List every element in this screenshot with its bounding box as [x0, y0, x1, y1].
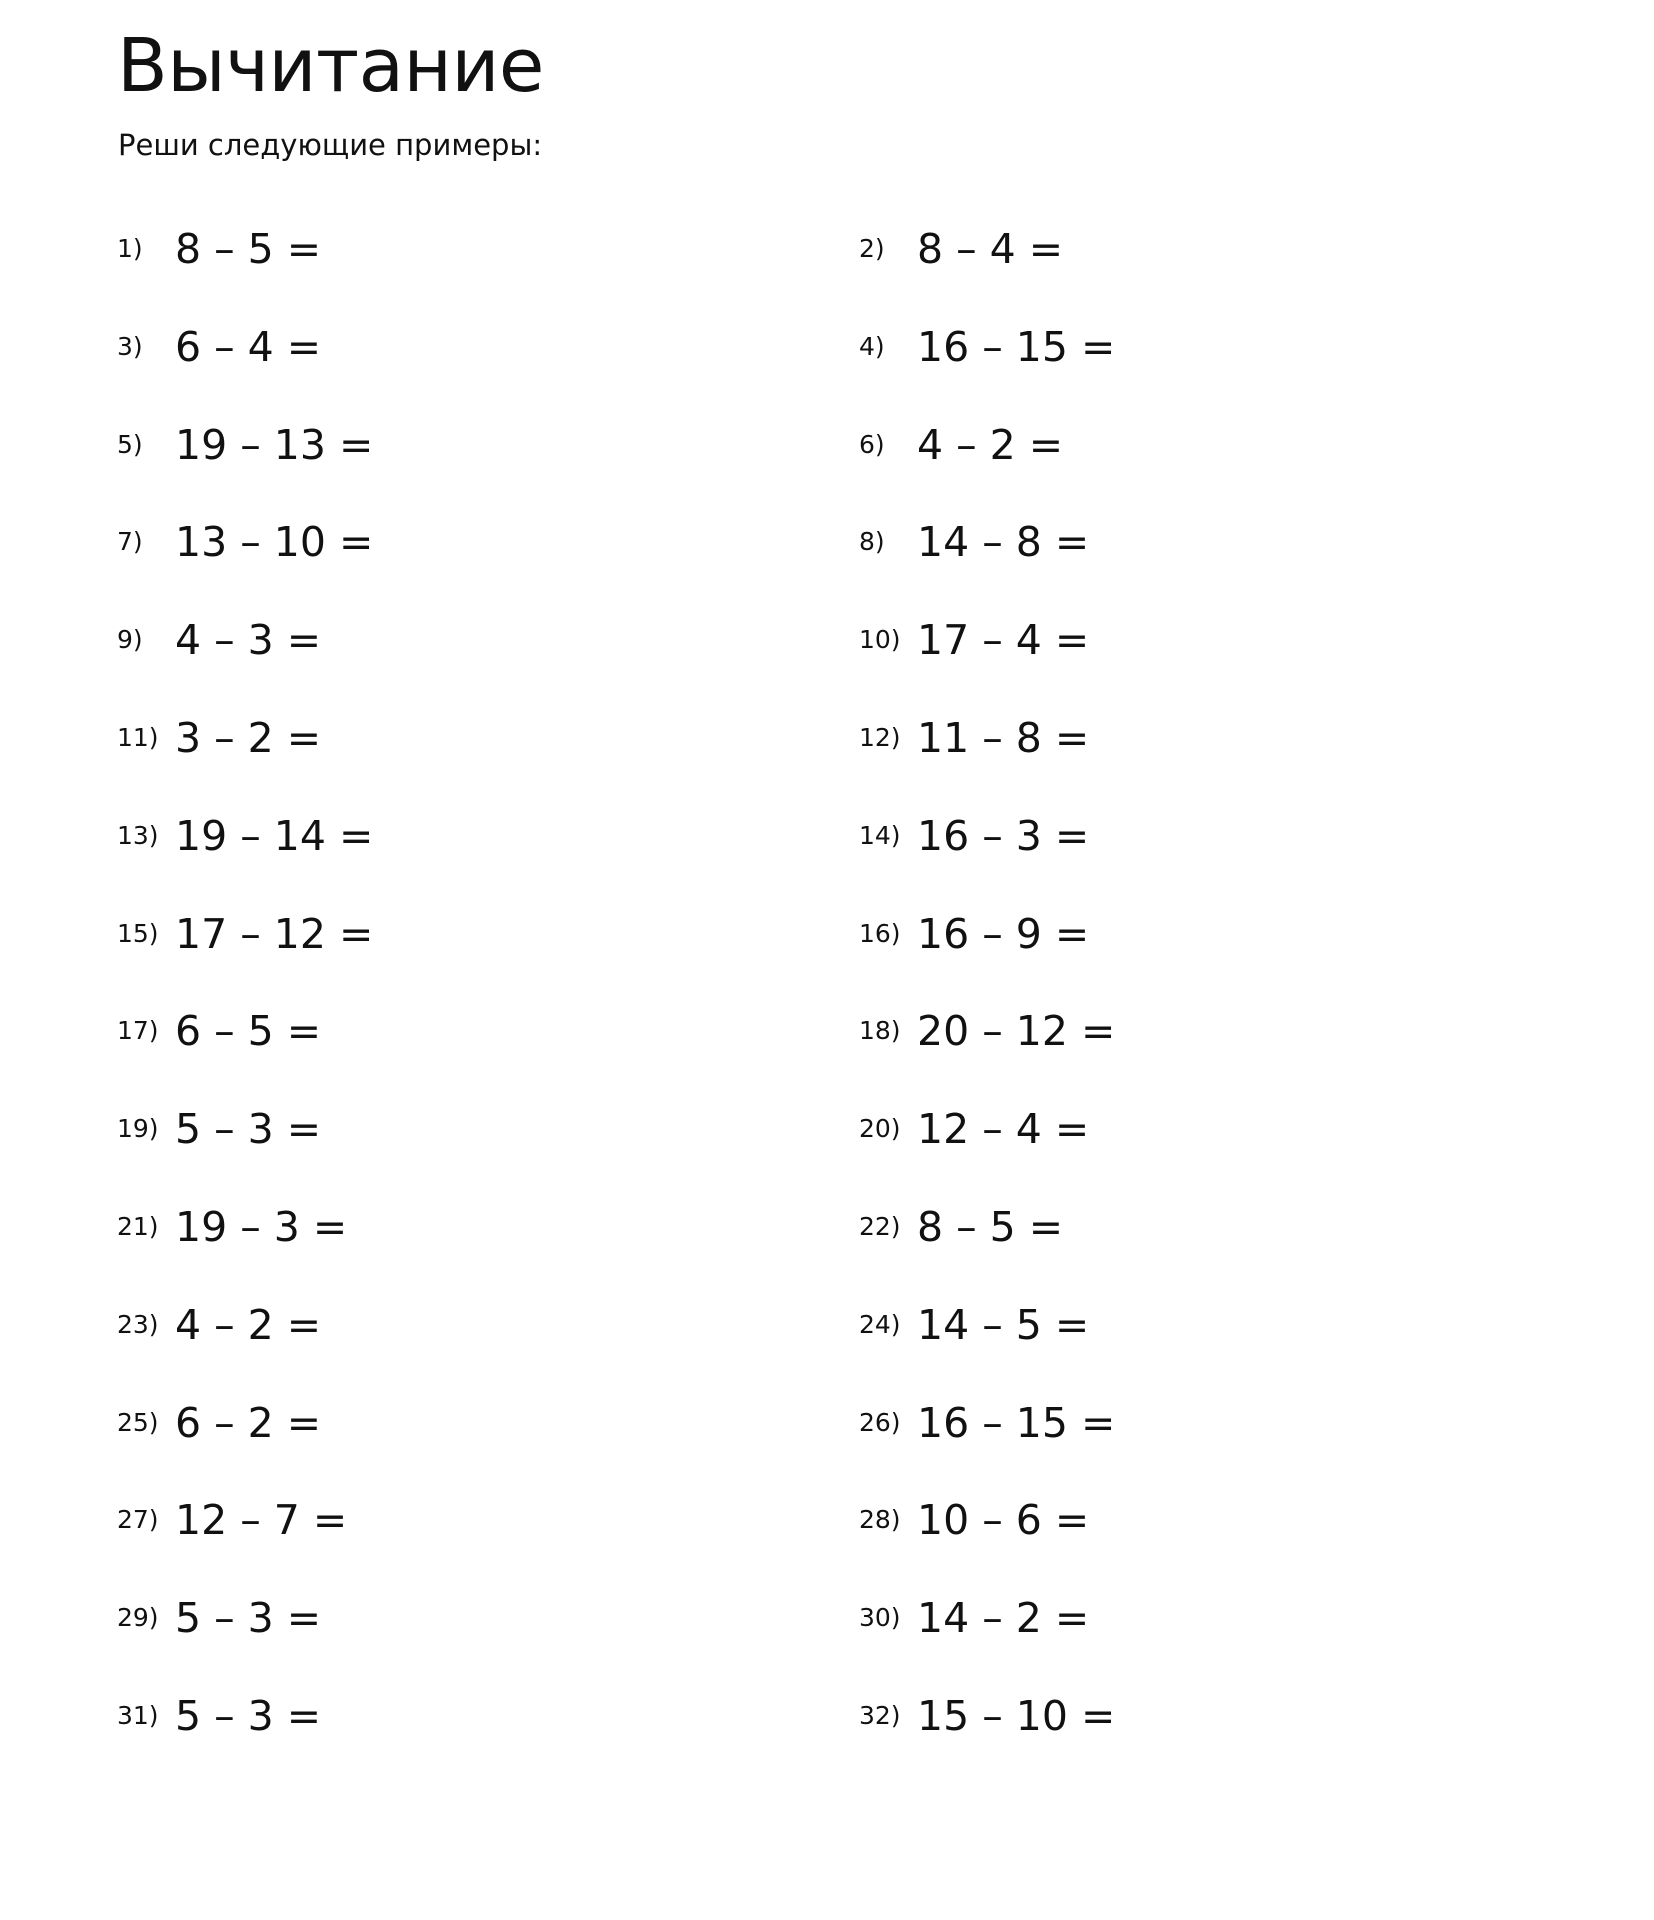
problem-item: [117, 1686, 321, 1746]
problem-expression: 8 – 5 =: [175, 225, 322, 273]
problem-expression: 5 – 3 =: [175, 1692, 322, 1740]
problem-item: [117, 1001, 321, 1061]
problem-number: 32): [859, 1701, 901, 1730]
problem-item: [859, 219, 1063, 279]
problem-expression: 6 – 5 =: [175, 1007, 322, 1056]
problem-expression: 4 – 2 =: [175, 1300, 322, 1349]
problem-expression: 14 – 5 =: [917, 1300, 1090, 1349]
problem-item: [859, 1588, 1089, 1648]
problem-number: 18): [859, 1016, 901, 1046]
problem-number: 31): [117, 1701, 159, 1730]
problem-item: [117, 904, 373, 964]
problem-number: 22): [859, 1212, 901, 1241]
problem-item: [859, 610, 1089, 670]
problem-item: [117, 219, 321, 279]
problem-item: [859, 1686, 1115, 1746]
problem-expression: 4 – 3 =: [175, 616, 322, 665]
problem-number: 5): [117, 429, 143, 459]
problem-expression: 5 – 3 =: [175, 1105, 322, 1154]
problem-item: [859, 317, 1115, 377]
problem-item: [859, 1295, 1089, 1355]
problem-expression: 4 – 2 =: [917, 420, 1064, 469]
problem-item: [859, 1099, 1089, 1159]
problem-item: [117, 708, 321, 768]
problem-item: [117, 317, 321, 377]
problem-number: 25): [117, 1407, 159, 1437]
problem-expression: 12 – 4 =: [917, 1105, 1090, 1154]
problem-expression: 17 – 12 =: [175, 909, 374, 958]
instructions-text: Реши следующие примеры:: [118, 128, 543, 162]
problem-number: 13): [117, 820, 159, 850]
problem-item: [859, 806, 1089, 866]
page-title: Вычитание: [117, 23, 544, 109]
problem-number: 3): [117, 331, 143, 361]
problem-number: 30): [859, 1603, 901, 1633]
problem-number: 12): [859, 723, 901, 752]
problem-number: 10): [859, 625, 901, 655]
problem-item: [117, 1099, 321, 1159]
problem-number: 1): [117, 234, 143, 263]
problem-number: 6): [859, 429, 885, 459]
problem-expression: 16 – 15 =: [917, 1398, 1116, 1447]
problem-number: 27): [117, 1505, 159, 1535]
problem-expression: 10 – 6 =: [917, 1496, 1090, 1545]
problem-expression: 19 – 3 =: [175, 1203, 348, 1251]
problem-item: [117, 1393, 321, 1453]
problem-expression: 13 – 10 =: [175, 518, 374, 567]
problem-number: 29): [117, 1603, 159, 1633]
problem-expression: 16 – 15 =: [917, 322, 1116, 371]
problem-number: 7): [117, 527, 143, 557]
problem-number: 15): [117, 918, 159, 948]
problem-expression: 12 – 7 =: [175, 1496, 348, 1545]
problem-number: 26): [859, 1407, 901, 1437]
problem-expression: 14 – 2 =: [917, 1594, 1090, 1643]
problem-expression: 8 – 5 =: [917, 1203, 1064, 1251]
problem-item: [859, 415, 1063, 475]
problem-expression: 20 – 12 =: [917, 1007, 1116, 1056]
problem-expression: 16 – 9 =: [917, 909, 1090, 958]
problem-expression: 19 – 13 =: [175, 420, 374, 469]
problem-number: 8): [859, 527, 885, 557]
problem-number: 19): [117, 1114, 159, 1144]
problem-number: 14): [859, 820, 901, 850]
problem-number: 4): [859, 331, 885, 361]
problem-expression: 5 – 3 =: [175, 1594, 322, 1643]
problem-number: 21): [117, 1212, 159, 1241]
problem-expression: 11 – 8 =: [917, 714, 1090, 762]
problem-item: [859, 1001, 1115, 1061]
problem-item: [117, 610, 321, 670]
problem-number: 24): [859, 1309, 901, 1339]
problem-number: 20): [859, 1114, 901, 1144]
problem-expression: 8 – 4 =: [917, 225, 1064, 273]
problem-expression: 17 – 4 =: [917, 616, 1090, 665]
problem-expression: 6 – 2 =: [175, 1398, 322, 1447]
problem-item: [859, 708, 1089, 768]
problem-expression: 15 – 10 =: [917, 1692, 1116, 1740]
problem-number: 17): [117, 1016, 159, 1046]
problem-item: [117, 1197, 347, 1257]
problem-item: [859, 512, 1089, 572]
problem-item: [859, 1490, 1089, 1550]
problem-number: 16): [859, 918, 901, 948]
problem-expression: 19 – 14 =: [175, 811, 374, 860]
problem-item: [117, 806, 373, 866]
problem-item: [859, 1393, 1115, 1453]
problem-expression: 14 – 8 =: [917, 518, 1090, 567]
problem-item: [859, 1197, 1063, 1257]
problem-expression: 3 – 2 =: [175, 714, 322, 762]
problem-number: 28): [859, 1505, 901, 1535]
problem-item: [117, 415, 373, 475]
problem-item: [117, 1295, 321, 1355]
problem-item: [117, 1588, 321, 1648]
problem-number: 11): [117, 723, 159, 752]
problem-number: 9): [117, 625, 143, 655]
problem-number: 23): [117, 1309, 159, 1339]
problem-expression: 16 – 3 =: [917, 811, 1090, 860]
problem-item: [117, 1490, 347, 1550]
problem-item: [859, 904, 1089, 964]
problem-number: 2): [859, 234, 885, 263]
problem-item: [117, 512, 373, 572]
problem-expression: 6 – 4 =: [175, 322, 322, 371]
